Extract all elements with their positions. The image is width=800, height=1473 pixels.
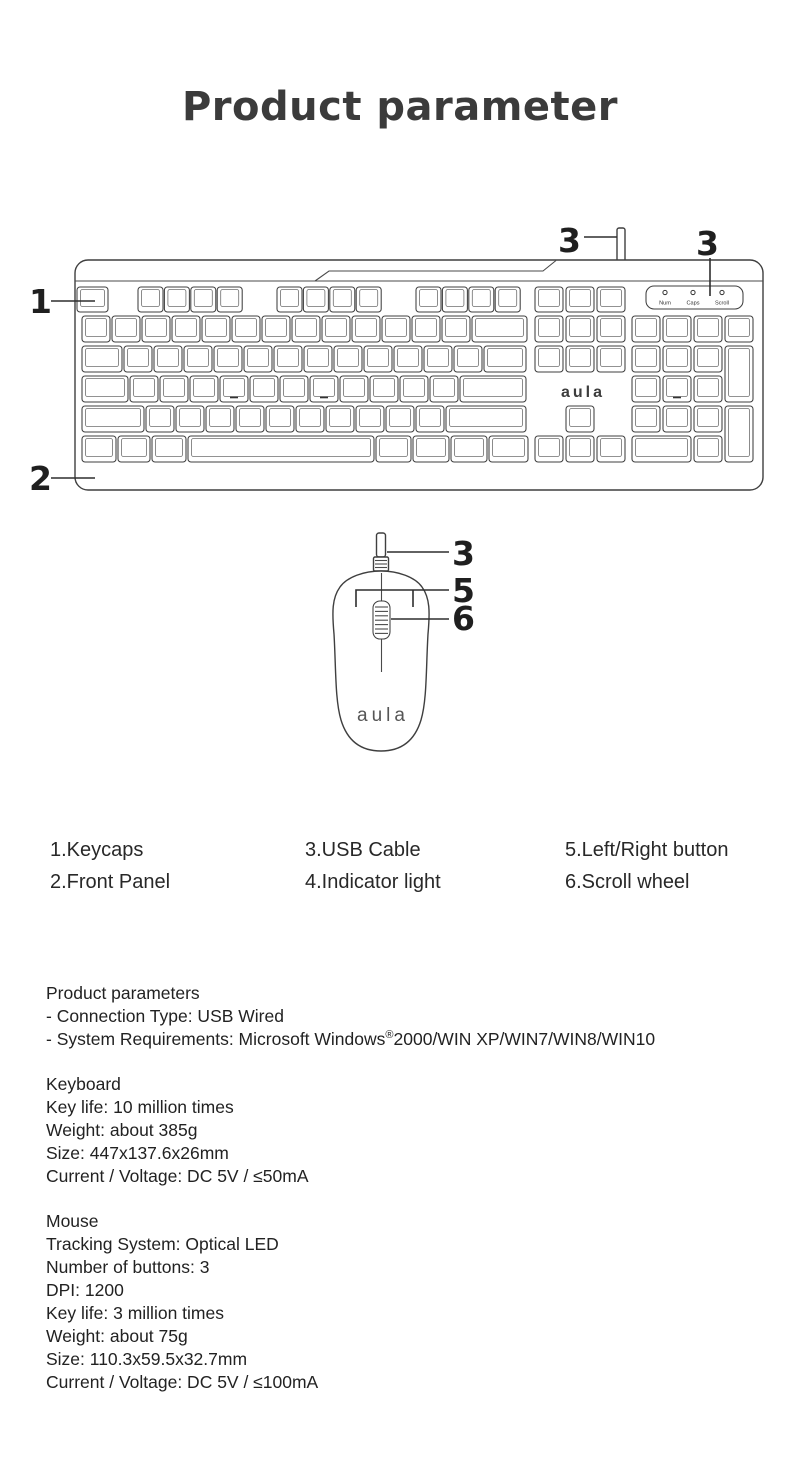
- keycap-top: [333, 290, 351, 307]
- keycap-top: [356, 319, 377, 337]
- keycap-top: [434, 379, 455, 397]
- callout-scroll-wheel: 6: [452, 599, 475, 638]
- keycap-top: [278, 349, 299, 367]
- keycap-top: [86, 439, 113, 457]
- keycap-top: [164, 379, 185, 397]
- keycap-top: [180, 409, 201, 427]
- legend-item-keycaps: 1.Keycaps: [50, 839, 144, 861]
- scroll-label: Scroll: [715, 300, 729, 307]
- keycap-top: [729, 349, 750, 397]
- spec-heading: Product parameters: [46, 983, 200, 1003]
- callout-front-panel: 2: [29, 459, 52, 498]
- keycap-top: [192, 439, 371, 457]
- keycap-top: [254, 379, 275, 397]
- keycap-top: [570, 290, 591, 307]
- keycap-top: [142, 290, 160, 307]
- keycap-top: [729, 409, 750, 457]
- keycap-top: [698, 349, 719, 367]
- keycap-top: [146, 319, 167, 337]
- keycap-top: [194, 290, 212, 307]
- keycap-top: [446, 319, 467, 337]
- keycap-top: [636, 349, 657, 367]
- keycap-top: [493, 439, 525, 457]
- keycap-top: [416, 319, 437, 337]
- mouse-cable-connector: [374, 557, 389, 571]
- spec-line: Size: 110.3x59.5x32.7mm: [46, 1349, 248, 1369]
- keycap-top: [570, 319, 591, 337]
- keycap-top: [570, 439, 591, 457]
- keycap-top: [570, 349, 591, 367]
- keycap-top: [284, 379, 305, 397]
- spec-heading: Keyboard: [46, 1074, 121, 1094]
- keycap-top: [601, 439, 622, 457]
- keycap-top: [296, 319, 317, 337]
- keycap-top: [314, 379, 335, 397]
- page-title: Product parameter: [181, 84, 619, 130]
- keycap-top: [472, 290, 490, 307]
- registered-trademark-symbol: ®: [385, 1029, 394, 1042]
- legend-item-scroll-wheel: 6.Scroll wheel: [565, 871, 690, 893]
- keycap-top: [360, 290, 378, 307]
- keycap-top: [194, 379, 215, 397]
- legend-item-indicator-light: 4.Indicator light: [305, 871, 441, 893]
- keycap-top: [446, 290, 464, 307]
- keycap-top: [368, 349, 389, 367]
- keycap-top: [338, 349, 359, 367]
- keycap-top: [636, 439, 688, 457]
- keycap-top: [210, 409, 231, 427]
- keycap-top: [86, 409, 141, 427]
- spec-section-keyboard: [46, 1073, 786, 1188]
- keycap-top: [390, 409, 411, 427]
- spec-line: Tracking System: Optical LED: [46, 1234, 279, 1254]
- keycap-top: [128, 349, 149, 367]
- keycap-top: [667, 349, 688, 367]
- spec-heading: Mouse: [46, 1211, 99, 1231]
- callout-mouse-usb-cable: 3: [452, 534, 475, 573]
- keycap-top: [420, 409, 441, 427]
- specifications: [46, 982, 786, 1394]
- callout-keycaps: 1: [29, 282, 52, 321]
- num-label: Num: [659, 300, 671, 307]
- spec-line: Number of buttons: 3: [46, 1257, 210, 1277]
- callout-kb-usb-cable: 3: [558, 221, 581, 260]
- keycap-top: [330, 409, 351, 427]
- keycap-top: [455, 439, 484, 457]
- mouse-usb-cable: [377, 533, 386, 557]
- keycap-top: [729, 319, 750, 337]
- keycap-top: [636, 319, 657, 337]
- keycap-top: [601, 290, 622, 307]
- keycap-top: [464, 379, 523, 397]
- keycap-top: [86, 349, 119, 367]
- keycap-top: [636, 379, 657, 397]
- keycap-top: [86, 379, 125, 397]
- keycap-top: [168, 290, 186, 307]
- spec-section-mouse: [46, 1210, 786, 1394]
- keycap-top: [667, 379, 688, 397]
- keycap-top: [122, 439, 147, 457]
- keycap-top: [488, 349, 523, 367]
- keyboard-usb-cable: [617, 228, 625, 262]
- keycap-top: [188, 349, 209, 367]
- keycap-top: [81, 290, 105, 307]
- keycap-top: [601, 349, 622, 367]
- keycap-top: [698, 379, 719, 397]
- keycap-top: [404, 379, 425, 397]
- keycap-top: [374, 379, 395, 397]
- spec-section-general: [46, 982, 786, 1051]
- keycap-top: [360, 409, 381, 427]
- keycap-top: [344, 379, 365, 397]
- indicator-panel: [646, 286, 743, 309]
- keycap-top: [499, 290, 517, 307]
- legend-item-usb-cable: 3.USB Cable: [305, 839, 421, 861]
- mouse-illustration: [333, 533, 475, 751]
- keycap-top: [281, 290, 299, 307]
- spec-line: DPI: 1200: [46, 1280, 124, 1300]
- keycap-top: [218, 349, 239, 367]
- keycap-top: [150, 409, 171, 427]
- keycap-top: [667, 319, 688, 337]
- keycap-top: [698, 319, 719, 337]
- spec-line: Size: 447x137.6x26mm: [46, 1143, 229, 1163]
- spec-line: Current / Voltage: DC 5V / ≤100mA: [46, 1372, 319, 1392]
- keycap-top: [134, 379, 155, 397]
- keycap-top: [116, 319, 137, 337]
- spec-line-system-requirements: - System Requirements: Microsoft Windows®2000/WIN XP/WIN7/WIN8/WIN10: [46, 1029, 656, 1049]
- keycap-top: [308, 349, 329, 367]
- keycap-top: [476, 319, 524, 337]
- keycap-top: [224, 379, 245, 397]
- keycap-top: [420, 290, 438, 307]
- keycap-top: [539, 319, 560, 337]
- spec-line: Weight: about 75g: [46, 1326, 188, 1346]
- keycap-top: [326, 319, 347, 337]
- keycap-top: [386, 319, 407, 337]
- keycap-top: [240, 409, 261, 427]
- product-diagram: [0, 200, 800, 810]
- keycap-top: [458, 349, 479, 367]
- keycap-top: [86, 319, 107, 337]
- mouse-scroll-wheel: [373, 601, 390, 639]
- legend-item-left-right-button: 5.Left/Right button: [565, 839, 729, 861]
- spec-line: Weight: about 385g: [46, 1120, 198, 1140]
- keycap-top: [636, 409, 657, 427]
- keycap-top: [601, 319, 622, 337]
- keycap-top: [248, 349, 269, 367]
- keycap-top: [698, 439, 719, 457]
- keyboard-brand-logo: aula: [560, 384, 606, 401]
- keycap-top: [307, 290, 325, 307]
- keycap-top: [570, 409, 591, 427]
- caps-label: Caps: [686, 300, 700, 307]
- keycap-top: [221, 290, 239, 307]
- legend-item-front-panel: 2.Front Panel: [50, 871, 171, 893]
- keycap-top: [698, 409, 719, 427]
- callout-indicator-light: 3: [696, 224, 719, 263]
- keycap-top: [417, 439, 446, 457]
- keycap-top: [667, 409, 688, 427]
- keycap-top: [398, 349, 419, 367]
- keycap-top: [300, 409, 321, 427]
- keycap-top: [539, 290, 560, 307]
- spec-line: Current / Voltage: DC 5V / ≤50mA: [46, 1166, 309, 1186]
- spec-line: Key life: 10 million times: [46, 1097, 234, 1117]
- keyboard-illustration: [29, 221, 763, 498]
- keycap-top: [206, 319, 227, 337]
- keycap-top: [380, 439, 408, 457]
- keycap-top: [236, 319, 257, 337]
- mouse-brand-logo: aula: [357, 705, 409, 726]
- keycap-top: [266, 319, 287, 337]
- keycap-top: [428, 349, 449, 367]
- keycap-top: [158, 349, 179, 367]
- keycap-top: [176, 319, 197, 337]
- spec-line-connection-type: - Connection Type: USB Wired: [46, 1006, 284, 1026]
- spec-line: Key life: 3 million times: [46, 1303, 224, 1323]
- keycap-top: [270, 409, 291, 427]
- keycap-top: [539, 349, 560, 367]
- keycap-top: [539, 439, 560, 457]
- keycap-top: [156, 439, 183, 457]
- callout-left-right-button: 5: [452, 571, 475, 610]
- keycap-top: [450, 409, 523, 427]
